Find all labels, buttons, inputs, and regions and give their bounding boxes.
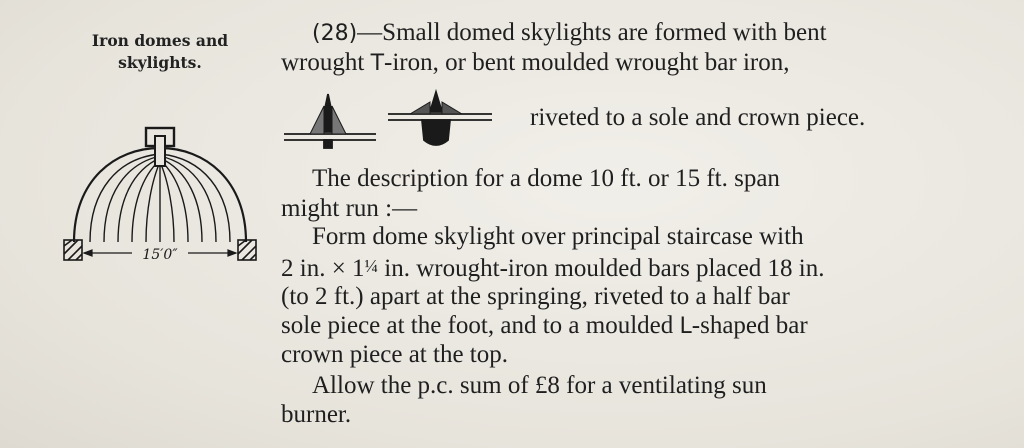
specification-line-5: crown piece at the top. [281, 341, 508, 368]
allowance-line-1: Allow the p.c. sum of £8 for a ventilating sun [312, 372, 767, 399]
span-dimension-label: 15′0″ [142, 247, 178, 263]
description-line-1: The description for a dome 10 ft. or 15 ft. span [312, 165, 780, 192]
dome-skylight-figure [60, 120, 260, 270]
line-1-text: —Small domed skylights are formed with bent [357, 19, 827, 46]
section-number: (28) [312, 21, 358, 46]
l-symbol: L [679, 314, 692, 339]
specification-line-3: (to 2 ft.) apart at the springing, riveted to a half bar [281, 283, 790, 310]
line-2-text-b: -iron, or bent moulded wrought bar iron, [384, 49, 790, 76]
fraction-quarter: ¼ [364, 256, 379, 276]
side-heading-line-1: Iron domes and [91, 31, 229, 50]
line-9-text-b: -shaped bar [691, 312, 808, 339]
line-2-text-a: wrought [281, 49, 371, 76]
allowance-line-2: burner. [281, 401, 352, 428]
line-9-text-a: sole piece at the foot, and to a moulded [281, 312, 680, 339]
t-symbol: T [370, 51, 385, 76]
side-heading [70, 30, 250, 74]
specification-line-2 [281, 252, 824, 283]
line-7-text-a: 2 in. × 1 [281, 255, 365, 282]
paragraph-28-line-3: riveted to a sole and crown piece. [530, 104, 866, 131]
paragraph-28-line-2 [281, 48, 790, 78]
line-7-text-b: in. wrought-iron moulded bars placed 18 in. [378, 255, 825, 282]
specification-line-1: Form dome skylight over principal staircase with [312, 223, 804, 250]
side-heading-line-2: skylights. [118, 53, 202, 72]
specification-line-4 [281, 311, 808, 341]
t-iron-sections-figure [280, 88, 520, 158]
paragraph-28-line-1 [312, 18, 827, 48]
description-line-2: might run :— [281, 195, 418, 222]
